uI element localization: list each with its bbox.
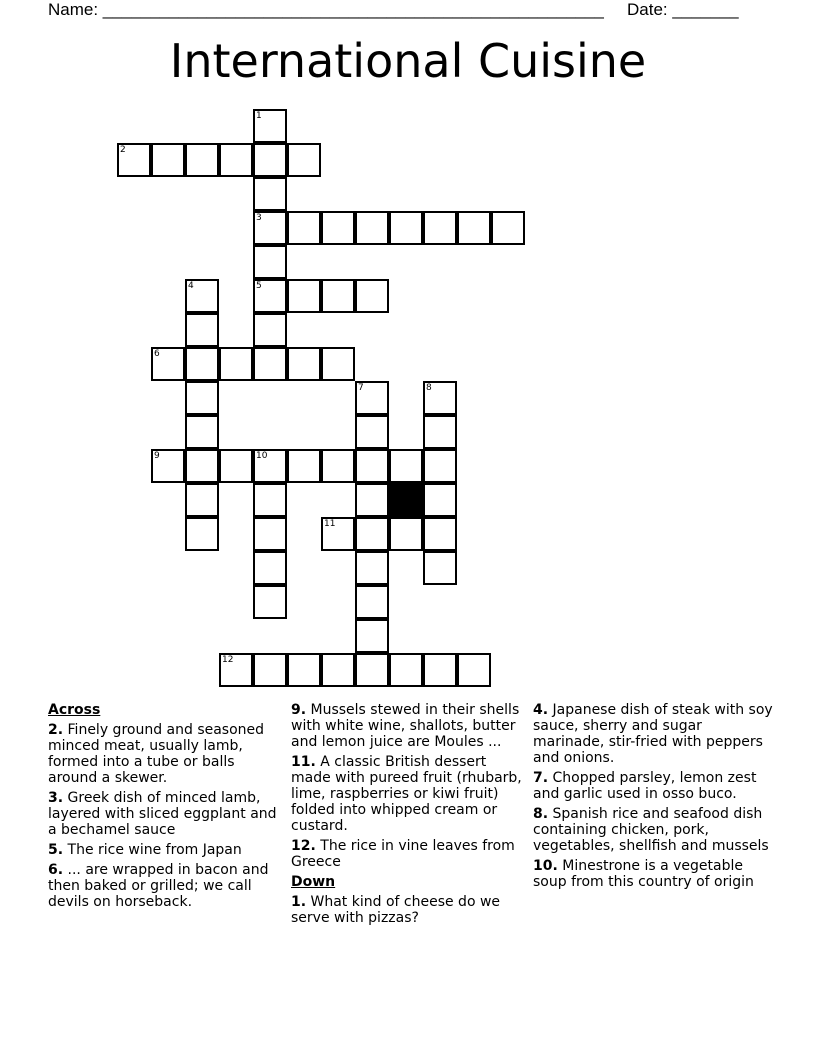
grid-cell[interactable]	[253, 109, 287, 143]
grid-cell[interactable]	[321, 279, 355, 313]
grid-cell[interactable]	[389, 517, 423, 551]
down-clue	[291, 894, 526, 926]
across-clue	[48, 842, 283, 858]
grid-cell[interactable]	[219, 347, 253, 381]
clue-text: Minestrone is a vegetable soup from this country of origin	[533, 858, 754, 890]
clue-text: The rice in vine leaves from Greece	[291, 838, 515, 870]
grid-cell[interactable]	[423, 653, 457, 687]
across-clue	[291, 838, 526, 870]
clue-number: 8	[426, 383, 432, 393]
clue-num: 6.	[48, 862, 64, 878]
grid-cell[interactable]	[355, 517, 389, 551]
grid-cell[interactable]	[253, 313, 287, 347]
grid-cell[interactable]	[389, 653, 423, 687]
grid-cell[interactable]	[355, 381, 389, 415]
across-clue	[48, 862, 283, 910]
clue-num: 11.	[291, 754, 316, 770]
grid-cell[interactable]	[253, 143, 287, 177]
grid-cell[interactable]	[253, 211, 287, 245]
grid-cell[interactable]	[287, 143, 321, 177]
grid-cell[interactable]	[423, 551, 457, 585]
grid-cell[interactable]	[151, 347, 185, 381]
grid-cell[interactable]	[151, 143, 185, 177]
clue-number: 11	[324, 519, 336, 529]
grid-cell[interactable]	[185, 517, 219, 551]
clue-number: 5	[256, 281, 262, 291]
grid-cell[interactable]	[321, 211, 355, 245]
grid-cell[interactable]	[185, 415, 219, 449]
clue-number: 4	[188, 281, 194, 291]
clue-num: 12.	[291, 838, 316, 854]
grid-cell[interactable]	[253, 347, 287, 381]
grid-cell[interactable]	[355, 449, 389, 483]
across-clue	[48, 722, 283, 786]
clue-number: 9	[154, 451, 160, 461]
grid-cell[interactable]	[185, 313, 219, 347]
grid-cell[interactable]	[389, 211, 423, 245]
grid-cell[interactable]	[423, 449, 457, 483]
grid-cell[interactable]	[219, 653, 253, 687]
grid-cell[interactable]	[355, 279, 389, 313]
grid-cell[interactable]	[321, 347, 355, 381]
clue-text: Spanish rice and seafood dish containing chicken, pork, vegetables, shellfish and mussels	[533, 806, 769, 854]
grid-cell[interactable]	[185, 381, 219, 415]
clue-num: 10.	[533, 858, 558, 874]
grid-cell[interactable]	[423, 415, 457, 449]
grid-cell[interactable]	[253, 483, 287, 517]
clue-text: What kind of cheese do we serve with pizzas?	[291, 894, 501, 926]
clue-text: A classic British dessert made with pureed fruit (rhubarb, lime, raspberries or kiwi fruit) folded into whipped cream or custard.	[291, 754, 522, 834]
grid-cell[interactable]	[287, 347, 321, 381]
clue-num: 3.	[48, 790, 64, 806]
grid-cell[interactable]	[321, 517, 355, 551]
date-field-label: Date: _______	[627, 0, 739, 19]
clues-column-2	[291, 702, 526, 930]
grid-cell[interactable]	[151, 449, 185, 483]
grid-cell[interactable]	[355, 415, 389, 449]
grid-cell[interactable]	[253, 551, 287, 585]
grid-cell[interactable]	[253, 653, 287, 687]
grid-cell[interactable]	[321, 449, 355, 483]
grid-cell[interactable]	[423, 381, 457, 415]
grid-cell[interactable]	[287, 279, 321, 313]
grid-cell[interactable]	[253, 245, 287, 279]
grid-cell[interactable]	[423, 483, 457, 517]
clue-number: 7	[358, 383, 364, 393]
grid-cell[interactable]	[253, 585, 287, 619]
clue-number: 3	[256, 213, 262, 223]
down-clue	[533, 858, 773, 890]
clue-text: The rice wine from Japan	[67, 842, 242, 858]
grid-cell[interactable]	[185, 143, 219, 177]
clue-num: 8.	[533, 806, 549, 822]
clue-text: Mussels stewed in their shells with white wine, shallots, butter and lemon juice are Moules ...	[291, 702, 520, 750]
grid-cell[interactable]	[185, 449, 219, 483]
across-clue	[291, 754, 526, 834]
clue-num: 1.	[291, 894, 307, 910]
grid-cell[interactable]	[287, 211, 321, 245]
grid-cell[interactable]	[457, 653, 491, 687]
grid-cell[interactable]	[355, 619, 389, 653]
clues-column-1	[48, 702, 283, 914]
name-field-label: Name: _____________________________________________________	[48, 0, 604, 19]
clues-column-3	[533, 702, 773, 894]
clue-text: Chopped parsley, lemon zest and garlic used in osso buco.	[533, 770, 757, 802]
clue-num: 4.	[533, 702, 549, 718]
grid-cell[interactable]	[321, 653, 355, 687]
clue-num: 9.	[291, 702, 307, 718]
across-heading: Across	[48, 702, 101, 718]
grid-cell[interactable]	[219, 449, 253, 483]
clue-number: 12	[222, 655, 234, 665]
grid-cell[interactable]	[253, 449, 287, 483]
grid-cell[interactable]	[219, 143, 253, 177]
grid-cell[interactable]	[355, 653, 389, 687]
grid-cell[interactable]	[355, 211, 389, 245]
grid-cell[interactable]	[185, 279, 219, 313]
clue-text: Greek dish of minced lamb, layered with sliced eggplant and a bechamel sauce	[48, 790, 277, 838]
grid-cell[interactable]	[117, 143, 151, 177]
down-clue	[533, 702, 773, 766]
clue-num: 5.	[48, 842, 64, 858]
clue-num: 2.	[48, 722, 64, 738]
grid-cell[interactable]	[253, 177, 287, 211]
down-heading: Down	[291, 874, 336, 890]
clue-number: 10	[256, 451, 268, 461]
grid-cell[interactable]	[423, 517, 457, 551]
clue-num: 7.	[533, 770, 549, 786]
grid-cell[interactable]	[355, 585, 389, 619]
clue-text: Japanese dish of steak with soy sauce, sherry and sugar marinade, stir-fried with peppers and onions.	[533, 702, 773, 766]
grid-cell[interactable]	[491, 211, 525, 245]
grid-cell[interactable]	[253, 279, 287, 313]
down-clue	[533, 770, 773, 802]
page-title: International Cuisine	[169, 34, 647, 88]
clue-number: 6	[154, 349, 160, 359]
down-clue	[533, 806, 773, 854]
grid-cell[interactable]	[389, 449, 423, 483]
grid-cell[interactable]	[185, 347, 219, 381]
clue-text: Finely ground and seasoned minced meat, usually lamb, formed into a tube or balls around a skewer.	[48, 722, 265, 786]
clue-number: 2	[120, 145, 126, 155]
grid-cell[interactable]	[287, 653, 321, 687]
clue-number: 1	[256, 111, 262, 121]
black-cell	[389, 483, 423, 517]
grid-cell[interactable]	[253, 517, 287, 551]
grid-cell[interactable]	[355, 483, 389, 517]
across-clue	[291, 702, 526, 750]
across-clue	[48, 790, 283, 838]
grid-cell[interactable]	[185, 483, 219, 517]
grid-cell[interactable]	[423, 211, 457, 245]
grid-cell[interactable]	[287, 449, 321, 483]
grid-cell[interactable]	[355, 551, 389, 585]
clue-text: ... are wrapped in bacon and then baked or grilled; we call devils on horseback.	[48, 862, 269, 910]
grid-cell[interactable]	[457, 211, 491, 245]
